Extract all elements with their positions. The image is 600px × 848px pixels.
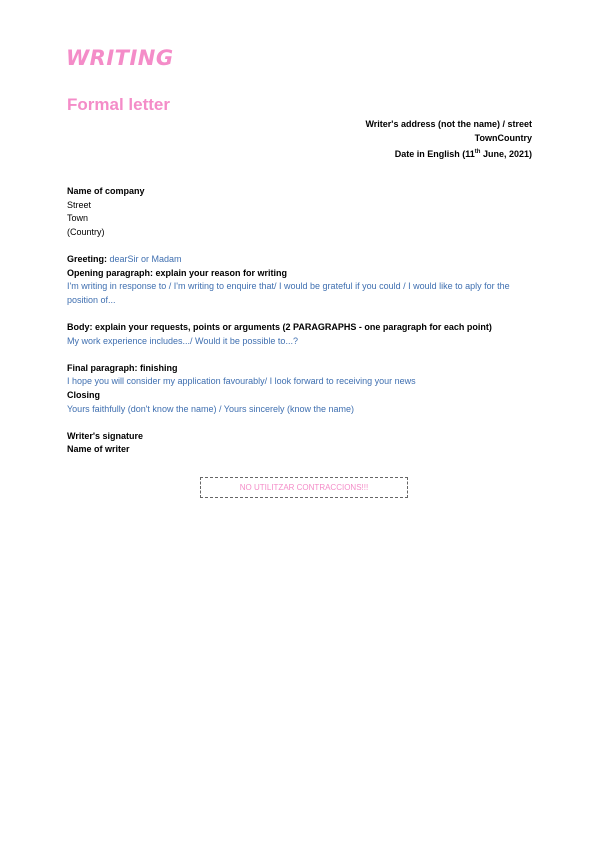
recipient-company: Name of company — [67, 186, 145, 196]
body-example: My work experience includes.../ Would it be possible to...? — [67, 335, 298, 346]
greeting-example: dearSir or Madam — [109, 253, 182, 264]
page-subtitle: Formal letter — [67, 95, 170, 114]
recipient-town: Town — [67, 213, 89, 224]
page-title: WRITING — [66, 46, 174, 70]
signature-label: Writer's signature — [67, 430, 143, 441]
sender-address-block — [365, 117, 532, 161]
date-suffix: June, 2021) — [480, 149, 532, 159]
body-label: Body: explain your requests, points or arguments (2 PARAGRAPHS - one paragraph for each point) — [67, 321, 492, 332]
recipient-street: Street — [67, 199, 92, 210]
final-label: Final paragraph: finishing — [67, 362, 178, 373]
greeting-line — [67, 253, 537, 267]
writer-name-label: Name of writer — [67, 444, 130, 455]
recipient-block — [67, 185, 537, 239]
final-example: I hope you will consider my application favourably/ I look forward to receiving your news — [67, 376, 416, 387]
date-superscript: th — [474, 149, 481, 155]
greeting-label: Greeting: — [67, 253, 110, 264]
date-prefix: Date in English (11 — [394, 149, 475, 159]
opening-label: Opening paragraph: explain your reason for writing — [67, 267, 288, 278]
sender-address-line: Writer's address (not the name) / street — [365, 119, 532, 129]
closing-example: Yours faithfully (don't know the name) / Yours sincerely (know the name) — [67, 403, 355, 414]
recipient-country: (Country) — [67, 226, 105, 237]
opening-example: I'm writing in response to / I'm writing to enquire that/ I would be grateful if you could / I would like to aply for the position of... — [67, 281, 510, 305]
sender-town-country: TownCountry — [474, 133, 532, 143]
letter-structure — [67, 185, 537, 457]
closing-label: Closing — [67, 389, 100, 400]
no-contractions-notice: NO UTILITZAR CONTRACCIONS!!! — [200, 477, 408, 498]
sender-date — [365, 145, 532, 161]
